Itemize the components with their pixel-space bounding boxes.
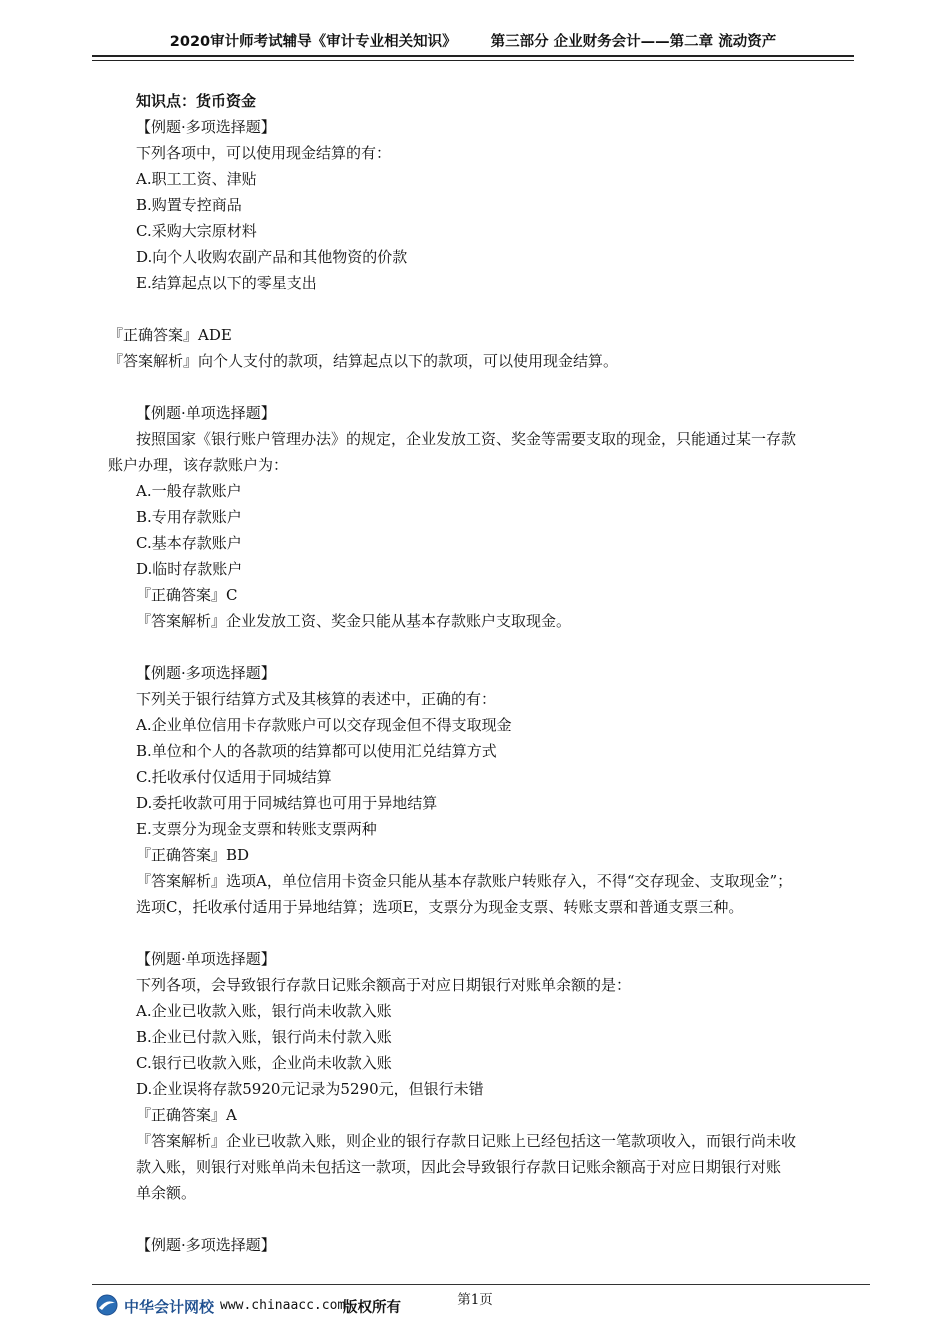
header-right-title: 第三部分 企业财务会计——第二章 流动资产	[490, 34, 777, 50]
text-line: 下列关于银行结算方式及其核算的表述中，正确的有：	[136, 690, 497, 708]
text-line: B.购置专控商品	[136, 196, 242, 214]
text-line: 下列各项，会导致银行存款日记账余额高于对应日期银行对账单余额的是：	[136, 976, 632, 994]
text-line: D.向个人收购农副产品和其他物资的价款	[136, 248, 408, 266]
text-line: A.一般存款账户	[136, 482, 242, 500]
text-line: 按照国家《银行账户管理办法》的规定，企业发放工资、奖金等需要支取的现金，只能通过某一存款	[136, 430, 797, 448]
footer-rights: 版权所有	[343, 1300, 401, 1316]
text-line: 账户办理，该存款账户为：	[108, 456, 289, 474]
text-line: 【例题·单项选择题】	[136, 950, 276, 968]
text-line: 『答案解析』企业发放工资、奖金只能从基本存款账户支取现金。	[136, 612, 572, 630]
text-line: 『答案解析』选项A，单位信用卡资金只能从基本存款账户转账存入，不得“交存现金、支取现金”；	[136, 872, 793, 890]
text-line: 『正确答案』BD	[136, 846, 250, 864]
text-line: 【例题·单项选择题】	[136, 404, 276, 422]
text-line: B.单位和个人的各款项的结算都可以使用汇兑结算方式	[136, 742, 497, 760]
page-number: 第1页	[457, 1292, 493, 1308]
text-line: 『答案解析』企业已收款入账，则企业的银行存款日记账上已经包括这一笔款项收入，而银行尚未收	[136, 1132, 797, 1150]
text-line: 款入账，则银行对账单尚未包括这一款项，因此会导致银行存款日记账余额高于对应日期银行对账	[136, 1158, 782, 1176]
text-line: C.银行已收款入账，企业尚未收款入账	[136, 1054, 392, 1072]
text-line: D.委托收款可用于同城结算也可用于异地结算	[136, 794, 438, 812]
page-header	[92, 30, 854, 54]
text-line: E.结算起点以下的零星支出	[136, 274, 317, 292]
text-line: 『正确答案』A	[136, 1106, 237, 1124]
text-line: 【例题·多项选择题】	[136, 118, 276, 136]
text-line: 选项C，托收承付适用于异地结算；选项E，支票分为现金支票、转账支票和普通支票三种。	[136, 898, 744, 916]
footer-brand: 中华会计网校	[124, 1298, 215, 1316]
text-line: C.基本存款账户	[136, 534, 242, 552]
text-line: C.托收承付仅适用于同城结算	[136, 768, 332, 786]
text-line: 下列各项中，可以使用现金结算的有：	[136, 144, 392, 162]
text-line: B.专用存款账户	[136, 508, 242, 526]
chinaacc-logo-icon	[96, 1294, 118, 1316]
footer-site-url[interactable]: www.chinaacc.com	[220, 1298, 346, 1313]
text-line: A.企业已收款入账，银行尚未收款入账	[136, 1002, 392, 1020]
text-line: D.临时存款账户	[136, 560, 243, 578]
text-line: 『答案解析』向个人支付的款项，结算起点以下的款项，可以使用现金结算。	[108, 352, 619, 370]
text-line: A.企业单位信用卡存款账户可以交存现金但不得支取现金	[136, 716, 512, 734]
section-heading: 知识点：货币资金	[136, 92, 257, 110]
text-line: E.支票分为现金支票和转账支票两种	[136, 820, 377, 838]
text-line: 单余额。	[136, 1184, 197, 1202]
footer-rule	[92, 1284, 870, 1285]
header-rule-thin	[92, 60, 854, 61]
text-line: 【例题·多项选择题】	[136, 664, 276, 682]
text-line: A.职工工资、津贴	[136, 170, 257, 188]
text-line: C.采购大宗原材料	[136, 222, 257, 240]
header-left-title: 2020审计师考试辅导《审计专业相关知识》	[169, 34, 457, 50]
text-line: 【例题·多项选择题】	[136, 1236, 276, 1254]
header-rule-thick	[92, 55, 854, 57]
text-line: B.企业已付款入账，银行尚未付款入账	[136, 1028, 392, 1046]
text-line: 『正确答案』C	[136, 586, 238, 604]
text-line: 『正确答案』ADE	[108, 326, 232, 344]
text-line: D.企业误将存款5920元记录为5290元，但银行未错	[136, 1080, 484, 1098]
